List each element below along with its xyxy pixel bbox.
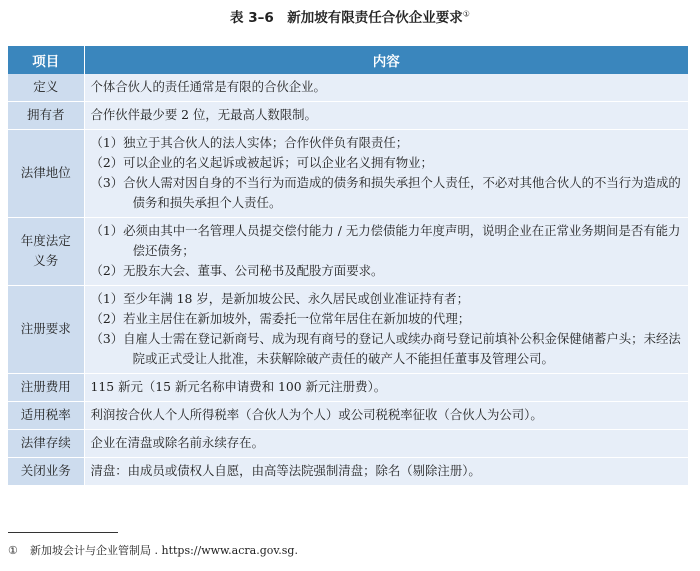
row-item-label: 注册费用 xyxy=(8,374,84,402)
content-line: 合作伙伴最少要 2 位，无最高人数限制。 xyxy=(90,107,317,122)
table-header-row xyxy=(8,46,688,74)
table-row xyxy=(8,458,688,486)
table-row xyxy=(8,286,688,374)
row-item-label: 法律地位 xyxy=(8,130,84,218)
table-row xyxy=(8,402,688,430)
row-content xyxy=(84,286,688,374)
content-line: 个体合伙人的责任通常是有限的合伙企业。 xyxy=(90,79,326,94)
content-line: （2）若业主居住在新加坡外，需委托一位常年居住在新加坡的代理； xyxy=(90,311,471,326)
row-content xyxy=(84,402,688,430)
row-item-label: 拥有者 xyxy=(8,102,84,130)
table-row xyxy=(8,130,688,218)
content-line: 利润按合伙人个人所得税率（合伙人为个人）或公司税税率征收（合伙人为公司）。 xyxy=(90,407,543,422)
row-content xyxy=(84,458,688,486)
footnote-reference: ① xyxy=(462,9,470,19)
content-line: （3）自雇人士需在登记新商号、成为现有商号的登记人或续办商号登记前填补公积金保健储蓄户头；未经法院或正式受让人批准，未获解除破产责任的破产人不能担任董事及管理公司。 xyxy=(90,331,681,366)
table-row xyxy=(8,218,688,286)
table-row xyxy=(8,430,688,458)
table-title-text: 表 3–6 新加坡有限责任合伙企业要求 xyxy=(230,10,463,26)
row-content xyxy=(84,430,688,458)
footnote-text: 新加坡会计与企业管制局 . https://www.acra.gov.sg. xyxy=(30,544,298,557)
row-item-label: 法律存续 xyxy=(8,430,84,458)
content-line: （1）必须由其中一名管理人员提交偿付能力 / 无力偿债能力年度声明，说明企业在正常业务期间是否有能力偿还债务； xyxy=(90,223,681,258)
row-item-label: 关闭业务 xyxy=(8,458,84,486)
content-line: （3）合伙人需对因自身的不当行为而造成的债务和损失承担个人责任，不必对其他合伙人的不当行为造成的债务和损失承担个人责任。 xyxy=(90,175,681,210)
requirements-table xyxy=(8,46,688,486)
content-line: （2）无股东大会、董事、公司秘书及配股方面要求。 xyxy=(90,263,384,278)
content-line: 清盘：由成员或债权人自愿，由高等法院强制清盘；除名（剔除注册）。 xyxy=(90,463,481,478)
header-content: 内容 xyxy=(84,46,688,74)
content-line: （1）独立于其合伙人的法人实体；合作伙伴负有限责任； xyxy=(90,135,409,150)
row-content xyxy=(84,130,688,218)
row-content xyxy=(84,218,688,286)
row-item-label: 适用税率 xyxy=(8,402,84,430)
row-item-label: 年度法定义务 xyxy=(8,218,84,286)
footnote xyxy=(8,542,298,558)
row-content xyxy=(84,102,688,130)
footnote-mark: ① xyxy=(8,544,18,557)
table-row xyxy=(8,374,688,402)
content-line: （2）可以企业的名义起诉或被起诉；可以企业名义拥有物业； xyxy=(90,155,433,170)
table-row xyxy=(8,102,688,130)
header-item: 项目 xyxy=(8,46,84,74)
row-item-label: 注册要求 xyxy=(8,286,84,374)
footnote-divider xyxy=(8,532,118,533)
content-line: 企业在清盘或除名前永续存在。 xyxy=(90,435,264,450)
table-body xyxy=(8,74,688,486)
row-content xyxy=(84,374,688,402)
content-line: （1）至少年满 18 岁，是新加坡公民、永久居民或创业准证持有者； xyxy=(90,291,469,306)
row-item-label: 定义 xyxy=(8,74,84,102)
table-row xyxy=(8,74,688,102)
content-line: 115 新元（15 新元名称申请费和 100 新元注册费）。 xyxy=(90,379,387,394)
table-title xyxy=(0,6,700,26)
row-content xyxy=(84,74,688,102)
